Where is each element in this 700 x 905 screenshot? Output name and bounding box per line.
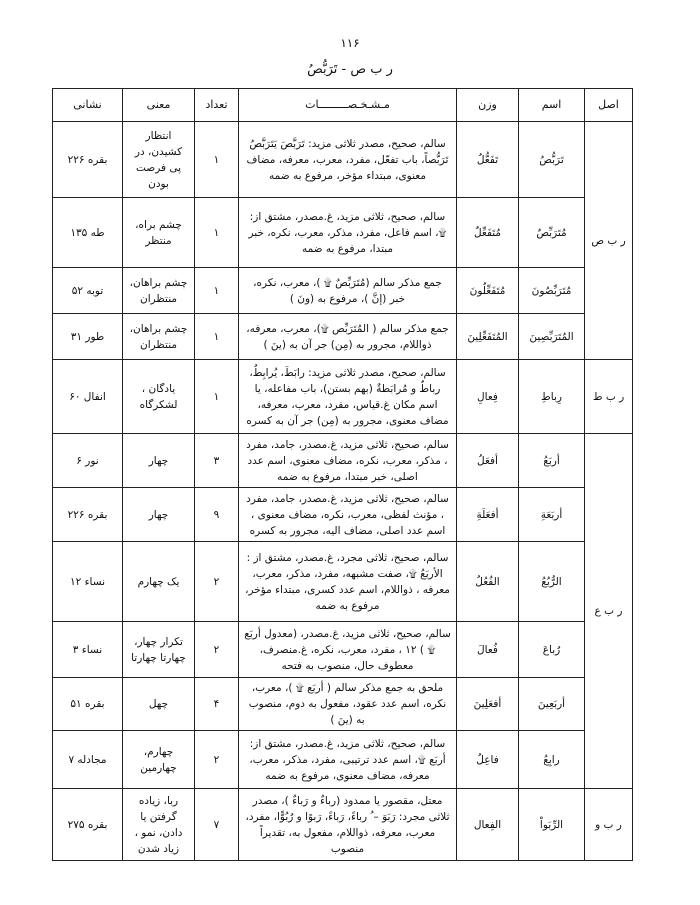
header-row <box>53 89 633 122</box>
page-title: ر ب ص - تَرَبُّصُ <box>307 62 393 77</box>
table-row <box>53 268 633 314</box>
meaning-cell: چهار <box>123 434 195 488</box>
root-cell: ر ب ع <box>585 434 633 789</box>
reference-cell: مجادله ۷ <box>53 731 123 789</box>
wazn-cell: أفعَلُ <box>457 434 519 488</box>
count-cell: ۹ <box>195 488 239 542</box>
ism-cell: الرِّبَواْ <box>519 789 585 861</box>
description-cell: جمع مذکر سالم ( المُتَرَبِّص ۩)، معرب، معرفه، ذواللام، مجرور به (مِن) جر آن به (ینَ ) <box>239 314 457 360</box>
reference-cell: بقره ۲۲۶ <box>53 488 123 542</box>
header-ism: اسم <box>519 89 585 122</box>
meaning-cell: ربا، زیاده گرفتن یا دادن، نمو ، زیاد شدن <box>123 789 195 861</box>
table-row <box>53 198 633 268</box>
meaning-cell: چشم براه، منتظر <box>123 198 195 268</box>
count-cell: ۱ <box>195 360 239 434</box>
table-row <box>53 314 633 360</box>
count-cell: ۲ <box>195 731 239 789</box>
wazn-cell: مُتَفَعِّلُونَ <box>457 268 519 314</box>
table-row <box>53 434 633 488</box>
description-cell: سالم، صحیح، ثلاثی مزید، غ.مصدر، (معدول أربَع ۩ ) ۱۲ ، مفرد، معرب، نکره، غ.منصرف، معطوف حال، منصوب به فتحه <box>239 622 457 678</box>
reference-cell: انفال ۶۰ <box>53 360 123 434</box>
description-cell: سالم، صحیح، ثلاثی مزید، غ.مصدر، مشتق از: ۩، اسم فاعل، مفرد، مذکر، معرب، نکره، خبر مبتدا، مرفوع به ضمه <box>239 198 457 268</box>
count-cell: ۴ <box>195 678 239 731</box>
ism-cell: المُتَرَبِّصِينَ <box>519 314 585 360</box>
wazn-cell: فاعِلُ <box>457 731 519 789</box>
meaning-cell: چهل <box>123 678 195 731</box>
ism-cell: مُتَرَبِّصٌ <box>519 198 585 268</box>
count-cell: ۲ <box>195 542 239 622</box>
count-cell: ۱ <box>195 314 239 360</box>
word-analysis-table <box>52 88 633 861</box>
meaning-cell: چشم براهان، منتظران <box>123 314 195 360</box>
reference-cell: نور ۶ <box>53 434 123 488</box>
ism-cell: الرُّبُعُ <box>519 542 585 622</box>
wazn-cell: مُتَفَعِّلٌ <box>457 198 519 268</box>
reference-cell: طور ۳۱ <box>53 314 123 360</box>
header-mani: معنی <box>123 89 195 122</box>
root-cell: ر ب و <box>585 789 633 861</box>
description-cell: معتل، مقصور یا ممدود (رباءٌ و رَباءٌ )، مصدر ثلاثی مجرد: رَبَوَ – ُ رباءً، رَباءً، رَبوًا و رُبُوًّا، مفرد، معرب، معرفه، ذواللام، مفعول به، تقدیراً منصوب <box>239 789 457 861</box>
description-cell: سالم، صحیح، ثلاثی مجرد، غ.مصدر، مشتق از : الأربَعُ ۩، صفت مشبهه، مفرد، مذکر، معرب، معرفه ، ذواللام، اسم عدد کسری، مبتداء مؤخر، مرفوع به ضمه <box>239 542 457 622</box>
wazn-cell: الفُعُلُ <box>457 542 519 622</box>
reference-cell: توبه ۵۲ <box>53 268 123 314</box>
root-cell: ر ب ص <box>585 122 633 360</box>
description-cell: سالم، صحیح، مصدر ثلاثی مزید: تَرَبَّصَ یَتَرَبَّصُ تَرَبُّصاً، باب تفعّل، مفرد، معرب، معرفه، مضاف معنوی، مبتداء مؤخر، مرفوع به ضمه <box>239 122 457 198</box>
header-wazn: وزن <box>457 89 519 122</box>
table-row <box>53 360 633 434</box>
wazn-cell: الفِعال <box>457 789 519 861</box>
meaning-cell: تکرار چهار، چهارتا چهارتا <box>123 622 195 678</box>
header-tedad: تعداد <box>195 89 239 122</box>
table-row <box>53 488 633 542</box>
table-row <box>53 542 633 622</box>
ism-cell: أربَعَةِ <box>519 488 585 542</box>
wazn-cell: فِعالِ <box>457 360 519 434</box>
description-cell: سالم، صحیح، مصدر ثلاثی مزید: رابَطَ، یُرابِطُ، رباطٌ و مُرابَطةٌ (بهم بستن)، باب مفاعله، یا اسم مکان غ.قیاس، مفرد، معرب، معرفه، مضاف معنوی، مجرور به (مِن) جر آن به کسره <box>239 360 457 434</box>
wazn-cell: تَفَعُّلُ <box>457 122 519 198</box>
count-cell: ۷ <box>195 789 239 861</box>
reference-cell: بقره ۵۱ <box>53 678 123 731</box>
wazn-cell: أفعَلِينَ <box>457 678 519 731</box>
count-cell: ۲ <box>195 622 239 678</box>
reference-cell: طه ۱۳۵ <box>53 198 123 268</box>
description-cell: ملحق به جمع مذکر سالم ( أربَع ۩ )، معرب، نکره، اسم عدد عقود، مفعول به دوم، منصوب به (ینَ ) <box>239 678 457 731</box>
wazn-cell: فُعالَ <box>457 622 519 678</box>
reference-cell: نساء ۱۲ <box>53 542 123 622</box>
description-cell: سالم، صحیح، ثلاثی مزید، غ.مصدر، مشتق از: أربَع ۩، اسم عدد ترتیبی، مفرد، مذکر، معرب، معرفه، مضاف معنوی، مرفوع به ضمه <box>239 731 457 789</box>
header-neshani: نشانی <box>53 89 123 122</box>
table-row <box>53 789 633 861</box>
reference-cell: نساء ۳ <box>53 622 123 678</box>
ism-cell: رابِعُ <box>519 731 585 789</box>
meaning-cell: یک چهارم <box>123 542 195 622</box>
count-cell: ۱ <box>195 122 239 198</box>
table-row <box>53 122 633 198</box>
ism-cell: مُتَرَبِّصُونَ <box>519 268 585 314</box>
wazn-cell: المُتَفَعِّلِينَ <box>457 314 519 360</box>
ism-cell: رُباعَ <box>519 622 585 678</box>
table-row <box>53 622 633 678</box>
ism-cell: تَرَبُّصُ <box>519 122 585 198</box>
reference-cell: بقره ۲۲۶ <box>53 122 123 198</box>
meaning-cell: انتظار کشیدن، در پی فرصت بودن <box>123 122 195 198</box>
description-cell: جمع مذکر سالم (مُتَرَبِّصٌ ۩ )، معرب، نکره، خبر (إنَّ )، مرفوع به (ونَ ) <box>239 268 457 314</box>
ism-cell: أربَعُ <box>519 434 585 488</box>
reference-cell: بقره ۲۷۵ <box>53 789 123 861</box>
description-cell: سالم، صحیح، ثلاثی مزید، غ.مصدر، جامد، مفرد ، مؤنث لفظی، معرب، نکره، مضاف معنوی ، اسم عدد اصلی، مضاف الیه، مجرور به کسره <box>239 488 457 542</box>
meaning-cell: چهار <box>123 488 195 542</box>
meaning-cell: یادگان ، لشکرگاه <box>123 360 195 434</box>
wazn-cell: أفعَلَةِ <box>457 488 519 542</box>
count-cell: ۳ <box>195 434 239 488</box>
meaning-cell: چهارم، چهارمین <box>123 731 195 789</box>
ism-cell: رِباطِ <box>519 360 585 434</box>
count-cell: ۱ <box>195 268 239 314</box>
header-moshakhasat: مـشـخـصـــــــــات <box>239 89 457 122</box>
meaning-cell: چشم براهان، منتظران <box>123 268 195 314</box>
root-cell: ر ب ط <box>585 360 633 434</box>
table-row <box>53 678 633 731</box>
page-number: ۱۱۶ <box>340 36 360 50</box>
header-asl: اصل <box>585 89 633 122</box>
description-cell: سالم، صحیح، ثلاثی مزید، غ.مصدر، جامد، مفرد ، مذکر، معرب، نکره، مضاف معنوی، اسم عدد اصلی، خبر مبتدا، مرفوع به ضمه <box>239 434 457 488</box>
table-row <box>53 731 633 789</box>
ism-cell: أربَعِينَ <box>519 678 585 731</box>
count-cell: ۱ <box>195 198 239 268</box>
